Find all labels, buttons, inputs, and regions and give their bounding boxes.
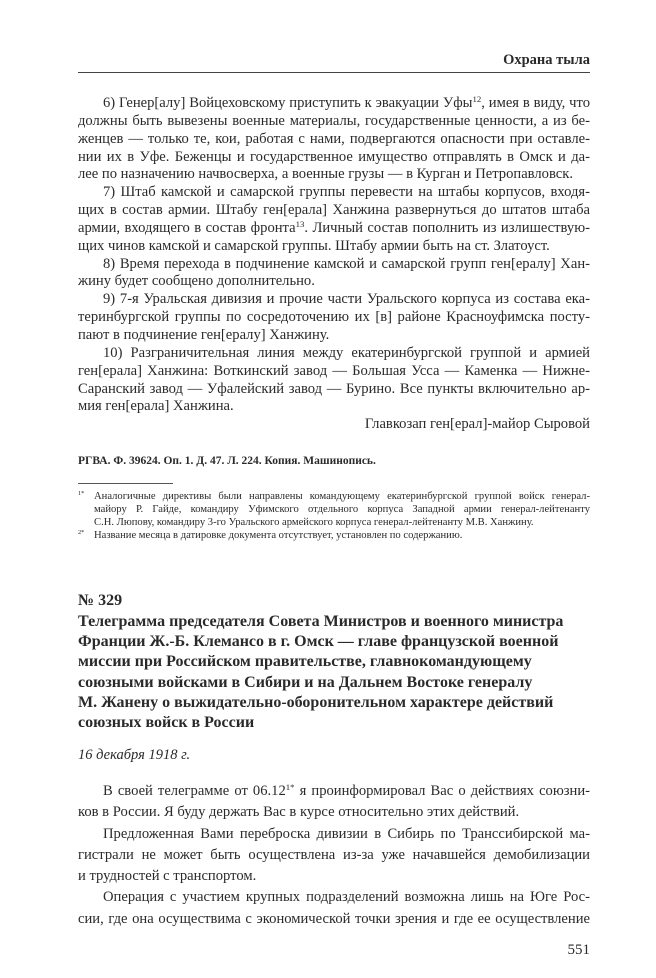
title-line: союзных войск в России [78,714,255,732]
text-line [78,238,590,256]
archive-reference: РГВА. Ф. 39624. Оп. 1. Д. 47. Л. 224. Копия. Машинопись. [78,455,376,467]
text-line [78,256,590,274]
text-line [78,149,590,167]
footnotes [78,490,590,542]
document-number: № 329 [78,592,123,609]
text-line [78,416,590,434]
text-segment: сии, где она осуществима с экономической точки зрения и где ее осуществление [78,910,590,927]
text-line [78,824,590,845]
text-line [78,845,590,866]
text-line [78,363,590,381]
text-segment: нии их в Уфе. Беженцы и государственное имущество отправлять в Омск и да- [78,148,590,165]
text-segment: щих в состав армии. Штабу ген[ерала] Ханжина развернуться до штатов штаба [78,202,590,219]
text-segment: лее по назначению начвосверха, а военные грузы — в Курган и Петропавловск. [78,166,573,183]
text-line [78,202,590,220]
document-body [78,781,590,930]
text-segment: . Личный состав пополнить из излишествую- [304,219,590,236]
text-segment: гистрали не может быть осуществлена из-за уже начавшейся демобилизации [78,846,590,863]
text-segment: Предложенная Вами переброска дивизии в Сибирь по Транссибирской ма- [103,825,590,842]
text-segment: теринбургской группы по сосредоточению их [в] районе Красноуфимска посту- [78,309,590,326]
title-line: Франции Ж.-Б. Клемансо в г. Омск — главе французской военной [78,633,559,651]
title-line: миссии при Российском правительстве, главнокомандующему [78,653,532,671]
footnote-ref: 1* [285,781,295,792]
footnote-ref: 12 [472,93,482,104]
text-segment: должны быть вывезены военные материалы, государственные ценности, а из бе- [78,112,590,129]
text-segment: ген[ерала] Ханжина: Воткинский завод — Большая Усса — Каменка — Нижне- [78,362,590,379]
text-segment: армии, входящего в состав фронта [78,219,296,236]
text-segment: В своей телеграмме от 06.12 [103,783,286,799]
text-line [78,381,590,399]
text-line [78,398,590,416]
title-line: Телеграмма председателя Совета Министров и военного министра [78,613,564,630]
text-line [78,220,590,238]
text-segment: Главкозап ген[ерал]-майор Сыровой [364,416,590,433]
footnote-ref: 13 [295,218,305,229]
text-line [78,291,590,309]
text-line [78,327,590,345]
document-date: 16 декабря 1918 г. [78,747,191,763]
text-segment: 7) Штаб камской и самарской группы перевести на штабы корпусов, входя- [103,184,590,201]
text-segment: 10) Разграничительная линия между екатеринбургской группой и армией [103,344,590,361]
text-line [78,345,590,363]
text-line [78,887,590,908]
footnote-line: С.Н. Люпову, командиру 3-го Уральского армейского корпуса генерал-лейтенанту М.В. Ханжину. [94,517,534,528]
footnote-line: майору Р. Гайде, командиру Уфимского отдельного корпуса Западной армии генерал-лейтенанту [94,504,590,515]
text-segment: щих чинов камской и самарской группы. Штабу армии быть на ст. Златоуст. [78,237,550,254]
text-segment: жину будет сообщено дополнительно. [78,273,315,290]
footnote: 1* Аналогичные директивы были направлены командующему екатеринбургской группой войск генерал- майору Р. Гайде, командиру Уфимского отдельного корпуса Западной армии генерал-лейтенанту С.Н. Люпову, командиру 3-го Уральского армейского корпуса генерал-лейтенанту М.В. Ханжину. [78,490,590,528]
footnote-line: Название месяца в датировке документа отсутствует, установлен по содержанию. [94,530,463,541]
text-line [78,113,590,131]
text-segment: Саранский завод — Уфалейский завод — Бурино. Все пункты включительно ар- [78,380,590,397]
text-segment: и трудностей с транспортом. [78,868,257,885]
text-segment: я проинформировал Вас о действиях союзни- [294,783,590,799]
text-segment: мия ген[ерала] Ханжина. [78,398,234,415]
title-line: М. Жанену о выжидательно-оборонительном характере действий [78,693,554,711]
text-line [78,95,590,113]
text-line [78,184,590,202]
text-segment: 9) 7-я Уральская дивизия и прочие части Уральского корпуса из состава ека- [103,291,590,308]
footnote-divider [78,483,173,484]
footnote: 2* Название месяца в датировке документа отсутствует, установлен по содержанию. [78,529,590,542]
text-line [78,802,590,823]
document-body-continued [78,95,590,434]
footnote-line: Аналогичные директивы были направлены командующему екатеринбургской группой войск генерал- [94,491,590,502]
text-segment: ков в России. Я буду держать Вас в курсе относительно этих действий. [78,804,520,821]
text-segment: пают в подчинение ген[ералу] Ханжину. [78,326,330,343]
text-segment: , имея в виду, что [481,95,590,111]
text-line [78,866,590,887]
text-line [78,781,590,802]
text-segment: 8) Время перехода в подчинение камской и самарской групп ген[ералу] Хан- [103,255,590,272]
page-number: 551 [567,942,590,958]
text-segment: Операция с участием крупных подразделений возможна лишь на Юге Рос- [103,889,590,906]
text-line [78,131,590,149]
text-line [78,909,590,930]
document-title [78,612,590,733]
text-segment: женцев — только те, кои, работая с нами, подвергаются опасности при оставле- [78,130,590,147]
text-line [78,273,590,291]
text-segment: 6) Генер[алу] Войцеховскому приступить к эвакуации Уфы [103,95,473,111]
text-line [78,166,590,184]
text-line [78,309,590,327]
title-line: союзными войсками в Сибири и на Дальнем Востоке генералу [78,673,533,691]
running-header: Охрана тыла [78,50,590,73]
